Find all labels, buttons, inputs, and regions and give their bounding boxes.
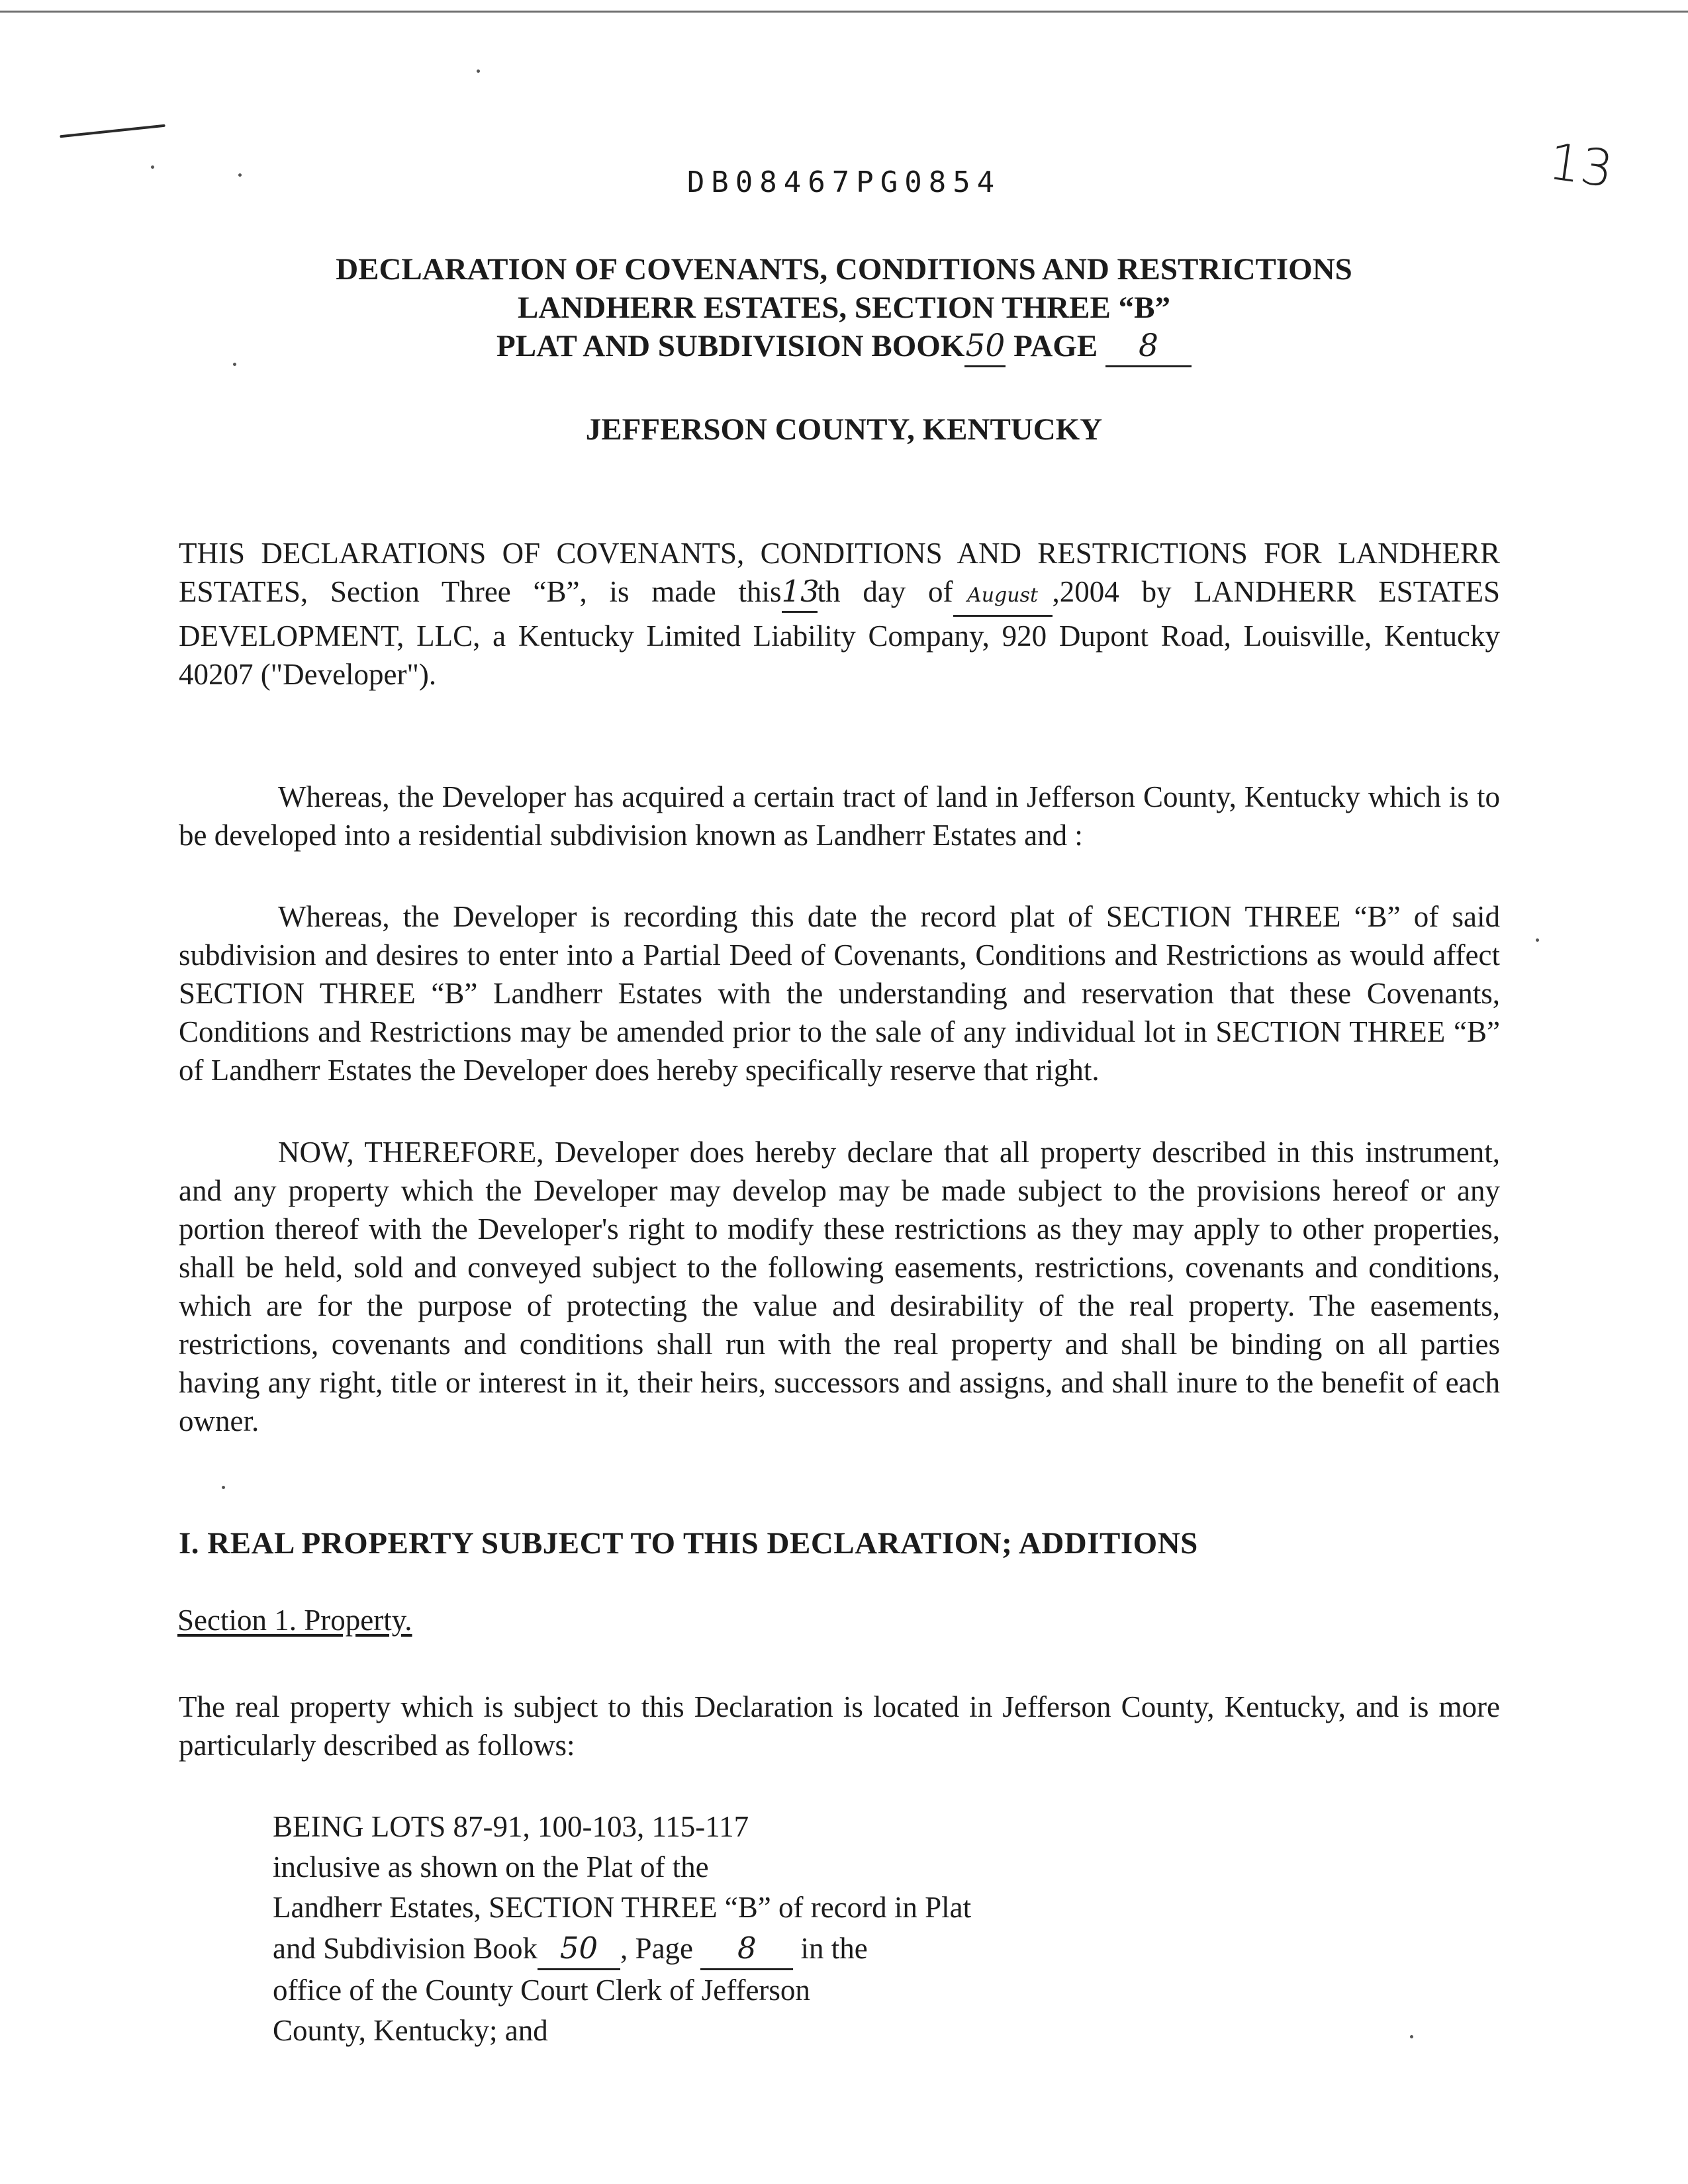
scan-speck xyxy=(1410,2035,1413,2038)
lots-line-5: office of the County Court Clerk of Jefferson xyxy=(273,1974,810,2007)
lots-book-prefix: and Subdivision Book xyxy=(273,1932,538,1965)
lots-line-2: inclusive as shown on the Plat of the xyxy=(273,1850,709,1884)
scan-top-edge xyxy=(0,11,1688,13)
intro-day: 13 xyxy=(782,572,818,613)
scan-speck xyxy=(1536,938,1539,942)
handwritten-page-number: 13 xyxy=(1545,131,1617,199)
county-heading: JEFFERSON COUNTY, KENTUCKY xyxy=(585,412,1103,447)
title-line-1: DECLARATION OF COVENANTS, CONDITIONS AND RESTRICTIONS xyxy=(336,252,1352,287)
title-book-number: 50 xyxy=(964,327,1006,367)
lots-line-4-suffix: in the xyxy=(800,1932,868,1965)
whereas-paragraph-2: Whereas, the Developer is recording this date the record plat of SECTION THREE “B” of said subdivision and desires to enter into a Partial Deed of Covenants, Conditions and Restrictions as would affect SECTION THREE “B” Landherr Estates with the understanding and reservation that these Covenants, Conditions and Restrictions may be amended prior to the sale of any individual lot in SECTION THREE “B” of Landherr Estates the Developer does hereby specifically reserve that right. xyxy=(179,900,1500,1087)
section-1-body: The real property which is subject to this Declaration is located in Jefferson County, Kentucky, and is more particularly described as follows: xyxy=(179,1690,1500,1762)
section-heading: I. REAL PROPERTY SUBJECT TO THIS DECLARATION; ADDITIONS xyxy=(179,1526,1198,1561)
lots-page-number: 8 xyxy=(700,1928,793,1970)
lots-line-3: Landherr Estates, SECTION THREE “B” of record in Plat xyxy=(273,1891,972,1924)
intro-month: August xyxy=(953,576,1053,617)
title-page-label: PAGE xyxy=(1013,329,1098,363)
title-line-2: LANDHERR ESTATES, SECTION THREE “B” xyxy=(518,291,1170,325)
intro-text-1: THIS DECLARATIONS OF COVENANTS, CONDITIONS AND RESTRICTIONS FOR LANDHERR ESTATES, Section Three “B”, is made this xyxy=(179,537,1500,608)
lots-description xyxy=(273,1807,1133,2051)
lots-page-label: , Page xyxy=(620,1932,694,1965)
scan-speck xyxy=(477,69,480,73)
title-book-prefix: PLAT AND SUBDIVISION BOOK xyxy=(496,329,965,363)
lots-line-1: BEING LOTS 87-91, 100-103, 115-117 xyxy=(273,1810,749,1843)
title-page-number: 8 xyxy=(1105,327,1192,367)
lots-line-4 xyxy=(273,1928,1133,1970)
lots-line-6: County, Kentucky; and xyxy=(273,2014,548,2047)
intro-text-2: th day of xyxy=(817,575,953,608)
section-1-title: Section 1. Property. xyxy=(177,1604,412,1637)
now-therefore-paragraph: NOW, THEREFORE, Developer does hereby declare that all property described in this instrument, and any property which the Developer may develop may be made subject to the provisions hereof or any portion thereof with the Developer's right to modify these restrictions as they may apply to other properties, shall be held, sold and conveyed subject to the following easements, restrictions, covenants and conditions, which are for the purpose of protecting the value and desirability of the real property. The easements, restrictions, covenants and conditions shall run with the real property and shall be binding on all parties having any right, title or interest in it, their heirs, successors and assigns, and shall inure to the benefit of each owner. xyxy=(179,1136,1500,1437)
intro-text-3: ,2004 by LANDHERR ESTATES DEVELOPMENT, LLC, a Kentucky Limited Liability Company, 920 Dupont Road, Louisville, Kentucky 40207 ("Developer"). xyxy=(179,575,1501,691)
title-line-3 xyxy=(0,327,1688,367)
scan-mark-stroke xyxy=(60,124,165,138)
whereas-paragraph-1: Whereas, the Developer has acquired a certain tract of land in Jefferson County, Kentucky which is to be developed into a residential subdivision known as Landherr Estates and : xyxy=(179,780,1500,852)
intro-paragraph xyxy=(179,534,1500,694)
scan-speck xyxy=(222,1486,225,1489)
lots-book-number: 50 xyxy=(538,1928,620,1970)
deed-book-stamp: DB08467PG0854 xyxy=(686,165,1002,199)
